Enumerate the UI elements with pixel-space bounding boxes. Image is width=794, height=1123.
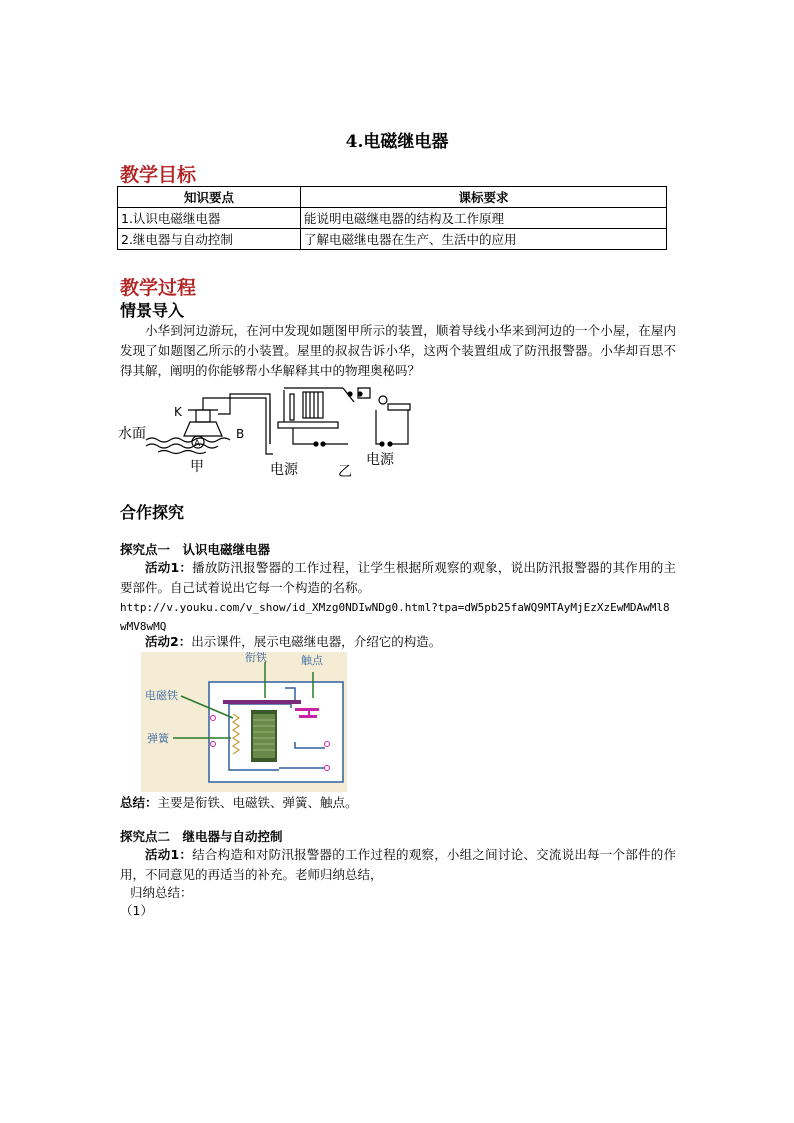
point2-title: 探究点二 继电器与自动控制 — [120, 829, 283, 844]
b-label: B — [236, 427, 245, 441]
point2-activity1 — [120, 845, 676, 885]
table-row — [118, 208, 667, 229]
teaching-process-heading: 教学过程 — [120, 277, 197, 299]
recap-label: 归纳总结： — [130, 885, 193, 900]
table-header-row — [118, 187, 667, 208]
power-label-1: 电源 — [270, 462, 298, 478]
teaching-goals-heading: 教学目标 — [120, 164, 197, 186]
a-label: A — [194, 439, 201, 449]
spring-label: 弹簧 — [147, 732, 169, 745]
activity-text: 出示课件，展示电磁继电器，介绍它的构造。 — [191, 634, 442, 649]
activity-label: 活动1： — [145, 847, 193, 862]
contact-upper — [295, 708, 319, 711]
point1-title: 探究点一 认识电磁继电器 — [120, 542, 271, 557]
power-label-2: 电源 — [366, 452, 394, 468]
point1-activity2 — [120, 632, 676, 652]
point1-activity1 — [120, 558, 676, 598]
table-cell: 能说明电磁继电器的结构及工作原理 — [301, 208, 667, 229]
activity-text: 结合构造和对防汛报警器的工作过程的观察，小组之间讨论、交流说出每一个部件的作用，不同意见的再适当的补充。老师归纳总结， — [120, 847, 676, 882]
coop-heading: 合作探究 — [120, 503, 185, 522]
item-1: （1） — [120, 903, 153, 918]
video-link[interactable]: http://v.youku.com/v_show/id_XMzg0NDIwNDg0.html?tpa=dW5pb25faWQ9MTAyMjEzXzEwMDAwMl8wMV8wMQ — [120, 601, 670, 633]
intro-heading: 情景导入 — [120, 301, 185, 320]
activity-text: 播放防汛报警器的工作过程，让学生根据所观察的观象，说出防汛报警器的其作用的主要部件。自己试着说出它每一个构造的名称。 — [120, 560, 676, 595]
table-header-cell: 课标要求 — [301, 187, 667, 208]
table-cell: 2.继电器与自动控制 — [118, 229, 301, 250]
relay-structure-figure — [141, 652, 347, 792]
flood-alarm-figure — [118, 380, 418, 480]
coil — [253, 714, 275, 758]
k-label: K — [174, 405, 182, 419]
activity-label: 活动2： — [145, 634, 192, 649]
electromagnet-label: 电磁铁 — [145, 689, 178, 702]
intro-paragraph: 小华到河边游玩，在河中发现如题图甲所示的装置，顺着导线小华来到河边的一个小屋，在屋内发现了如题图乙所示的小装置。屋里的叔叔告诉小华，这两个装置组成了防汛报警器。小华却百思不得其解，阐明的你能够帮小华解释其中的物理奥秘吗？ — [120, 323, 676, 378]
jia-label: 甲 — [190, 459, 204, 475]
table-cell: 了解电磁继电器在生产、生活中的应用 — [301, 229, 667, 250]
table-row — [118, 229, 667, 250]
yi-label: 乙 — [338, 464, 352, 480]
contact-label: 触点 — [301, 654, 323, 667]
armature — [223, 700, 301, 704]
table-cell: 1.认识电磁继电器 — [118, 208, 301, 229]
goals-table — [117, 186, 667, 250]
armature-label: 衔铁 — [245, 652, 267, 664]
contact-lower — [299, 715, 317, 718]
summary-text: 主要是衔铁、电磁铁、弹簧、触点。 — [157, 795, 358, 810]
table-header-cell: 知识要点 — [118, 187, 301, 208]
summary-label: 总结： — [120, 795, 158, 810]
summary — [120, 793, 676, 813]
water-surface-label: 水面 — [118, 426, 146, 442]
activity-label: 活动1： — [145, 560, 193, 575]
document-title: 4.电磁继电器 — [345, 132, 449, 152]
